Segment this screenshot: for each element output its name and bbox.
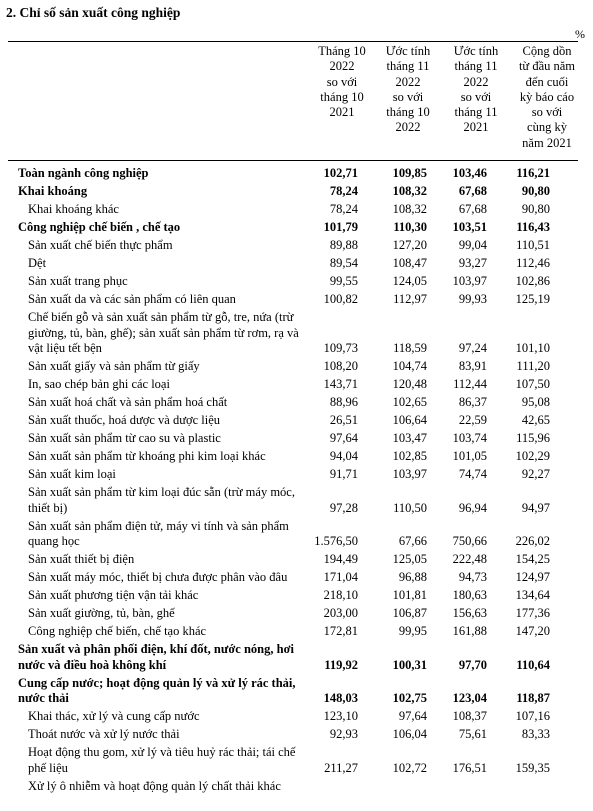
row-value-col1: 143,71 bbox=[323, 377, 358, 391]
row-value-col1: 89,88 bbox=[329, 238, 358, 252]
row-value-col3: 22,59 bbox=[458, 413, 487, 427]
row-value-col3: 103,97 bbox=[452, 274, 487, 288]
row-value-col3: 180,63 bbox=[452, 588, 487, 602]
row-value-col2: 99,95 bbox=[398, 624, 427, 638]
row-value-col4: 107,50 bbox=[515, 377, 550, 391]
row-value-col1: 97,28 bbox=[329, 500, 358, 515]
row-value-col1: 26,51 bbox=[329, 413, 358, 427]
row-value-col2: 102,85 bbox=[392, 449, 427, 463]
row-value-col1: 102,71 bbox=[323, 166, 358, 180]
table-row bbox=[0, 778, 593, 796]
row-value-col4: 90,80 bbox=[521, 184, 550, 198]
row-value-col2: 106,04 bbox=[392, 727, 427, 741]
row-value-col2: 97,64 bbox=[398, 709, 427, 723]
row-value-col4: 226,02 bbox=[515, 534, 550, 548]
row-value-col1: 88,96 bbox=[329, 395, 358, 409]
unit-label: % bbox=[575, 27, 585, 41]
table-row bbox=[0, 569, 593, 587]
row-label: In, sao chép bản ghi các loại bbox=[28, 377, 170, 391]
row-value-col4: 102,86 bbox=[515, 274, 550, 288]
column-header-4: Cộng dồn từ đầu năm đến cuối kỳ báo cáo so với cùng kỳ năm 2021 bbox=[518, 44, 576, 150]
row-label: Công nghiệp chế biến, chế tạo khác bbox=[28, 624, 207, 638]
row-value-col1: 100,82 bbox=[323, 292, 358, 306]
row-value-col3: 101,05 bbox=[452, 449, 487, 463]
row-value-col3: 97,24 bbox=[458, 341, 487, 355]
row-value-col3: 67,68 bbox=[458, 184, 487, 198]
row-value-col4: 112,46 bbox=[516, 256, 550, 270]
row-value-col3: 103,51 bbox=[452, 220, 487, 234]
header-top-rule bbox=[8, 41, 578, 42]
row-value-col3: 99,04 bbox=[458, 238, 487, 252]
row-label: Xử lý ô nhiễm và hoạt động quản lý chất thải khác bbox=[28, 778, 281, 793]
table-row bbox=[0, 744, 593, 778]
row-value-col1: 171,04 bbox=[323, 570, 358, 584]
row-value-col3: 97,70 bbox=[458, 657, 487, 672]
row-label: Sản xuất phương tiện vận tải khác bbox=[28, 588, 199, 602]
table-row bbox=[0, 551, 593, 569]
row-value-col2: 110,50 bbox=[393, 500, 427, 515]
table-row bbox=[0, 484, 593, 518]
row-label: Sản xuất sản phẩm từ khoáng phi kim loại khác bbox=[28, 449, 266, 463]
row-label: Sản xuất và phân phối điện, khí đốt, nước nóng, hơi nước và điều hoà không khí bbox=[18, 642, 294, 672]
table-row bbox=[0, 448, 593, 466]
row-value-col4: 154,25 bbox=[515, 552, 550, 566]
row-value-col1: 211,27 bbox=[324, 760, 358, 775]
row-value-col3: 108,37 bbox=[452, 709, 487, 723]
row-value-col2: 101,81 bbox=[392, 588, 427, 602]
row-value-col2: 127,20 bbox=[392, 238, 427, 252]
row-value-col1: 172,81 bbox=[323, 624, 358, 638]
row-value-col4: 90,80 bbox=[521, 202, 550, 216]
table-row bbox=[0, 412, 593, 430]
page-title: 2. Chỉ số sản xuất công nghiệp bbox=[6, 5, 181, 20]
row-value-col1: 119,92 bbox=[324, 657, 358, 672]
row-value-col1: 123,10 bbox=[323, 709, 358, 723]
row-label: Sản xuất da và các sản phẩm có liên quan bbox=[28, 292, 236, 306]
row-value-col2: 110,30 bbox=[393, 220, 427, 234]
row-value-col3: 156,63 bbox=[452, 606, 487, 620]
table-row bbox=[0, 165, 593, 183]
table-row bbox=[0, 641, 593, 675]
row-value-col4: 134,64 bbox=[515, 588, 550, 602]
row-value-col2: 124,05 bbox=[392, 274, 427, 288]
row-label: Sản xuất giường, tủ, bàn, ghế bbox=[28, 606, 175, 620]
column-header-1: Tháng 10 2022 so với tháng 10 2021 bbox=[318, 44, 366, 120]
row-value-col4: 42,65 bbox=[521, 413, 550, 427]
row-value-col2: 96,88 bbox=[398, 570, 427, 584]
row-label: Sản xuất sản phẩm từ kim loại đúc sẵn (trừ máy móc, thiết bị) bbox=[28, 485, 295, 515]
column-header-3: Ước tính tháng 11 2022 so với tháng 11 2021 bbox=[453, 44, 499, 135]
row-label: Hoạt động thu gom, xử lý và tiêu huỷ rác thải; tái chế phế liệu bbox=[28, 745, 296, 775]
row-value-col2: 112,97 bbox=[393, 292, 427, 306]
row-label: Chế biến gỗ và sản xuất sản phẩm từ gỗ, tre, nứa (trừ giường, tủ, bàn, ghế); sản xuất sản phẩm từ rơm, rạ và vật liệu tết bện bbox=[28, 310, 299, 355]
row-value-col3: 103,46 bbox=[452, 166, 487, 180]
row-value-col1: 97,64 bbox=[329, 431, 358, 445]
row-value-col4: 110,51 bbox=[516, 238, 550, 252]
table-row bbox=[0, 376, 593, 394]
table-row bbox=[0, 430, 593, 448]
table-row bbox=[0, 358, 593, 376]
row-value-col2: 103,47 bbox=[392, 431, 427, 445]
table-row bbox=[0, 466, 593, 484]
row-value-col4: 115,96 bbox=[516, 431, 550, 445]
table-row bbox=[0, 183, 593, 201]
row-value-col3: 75,61 bbox=[458, 727, 487, 741]
row-value-col2: 120,48 bbox=[392, 377, 427, 391]
row-value-col2: 100,31 bbox=[392, 657, 427, 672]
row-value-col4: 177,36 bbox=[515, 606, 550, 620]
row-value-col2: 106,64 bbox=[392, 413, 427, 427]
row-label: Sản xuất sản phẩm từ cao su và plastic bbox=[28, 431, 221, 445]
row-value-col1: 109,73 bbox=[323, 341, 358, 355]
row-label: Thoát nước và xử lý nước thải bbox=[28, 727, 180, 741]
row-value-col1: 78,24 bbox=[329, 202, 358, 216]
row-value-col4: 111,20 bbox=[516, 359, 550, 373]
row-value-col3: 123,04 bbox=[452, 691, 487, 705]
row-value-col1: 92,93 bbox=[329, 727, 358, 741]
row-label: Khai khoáng khác bbox=[28, 202, 119, 216]
row-value-col3: 750,66 bbox=[452, 534, 487, 548]
table-row bbox=[0, 255, 593, 273]
table-row bbox=[0, 587, 593, 605]
table-row bbox=[0, 201, 593, 219]
row-value-col4: 107,16 bbox=[515, 709, 550, 723]
row-value-col3: 112,44 bbox=[453, 377, 487, 391]
row-value-col2: 102,65 bbox=[392, 395, 427, 409]
row-label: Sản xuất kim loại bbox=[28, 467, 116, 481]
row-value-col4: 92,27 bbox=[521, 467, 550, 481]
column-header-2: Ước tính tháng 11 2022 so với tháng 10 2022 bbox=[385, 44, 431, 135]
row-value-col4: 116,43 bbox=[516, 220, 550, 234]
row-value-col2: 109,85 bbox=[392, 166, 427, 180]
row-label: Công nghiệp chế biến , chế tạo bbox=[18, 220, 181, 234]
row-value-col4: 94,97 bbox=[521, 500, 550, 515]
row-value-col2: 118,59 bbox=[393, 341, 427, 355]
row-value-col4: 125,19 bbox=[515, 292, 550, 306]
row-value-col1: 78,24 bbox=[329, 184, 358, 198]
row-value-col1: 194,49 bbox=[323, 552, 358, 566]
data-table bbox=[0, 165, 593, 796]
table-row bbox=[0, 623, 593, 641]
row-value-col2: 104,74 bbox=[392, 359, 427, 373]
row-value-col3: 93,27 bbox=[458, 256, 487, 270]
row-label: Sản xuất thiết bị điện bbox=[28, 552, 135, 566]
row-label: Sản xuất máy móc, thiết bị chưa được phân vào đâu bbox=[28, 570, 288, 584]
row-value-col3: 222,48 bbox=[452, 552, 487, 566]
row-value-col3: 74,74 bbox=[458, 467, 487, 481]
row-value-col4: 159,35 bbox=[515, 760, 550, 775]
row-value-col1: 91,71 bbox=[329, 467, 358, 481]
row-value-col4: 95,08 bbox=[521, 395, 550, 409]
row-label: Sản xuất sản phẩm điện tử, máy vi tính và sản phẩm quang học bbox=[28, 518, 289, 548]
table-row bbox=[0, 605, 593, 623]
row-value-col3: 83,91 bbox=[458, 359, 487, 373]
row-value-col2: 102,72 bbox=[392, 760, 427, 775]
row-value-col4: 83,33 bbox=[521, 727, 550, 741]
table-row bbox=[0, 237, 593, 255]
table-row bbox=[0, 273, 593, 291]
table-row bbox=[0, 394, 593, 412]
row-value-col1: 99,55 bbox=[329, 274, 358, 288]
row-value-col1: 94,04 bbox=[329, 449, 358, 463]
table-row bbox=[0, 518, 593, 552]
row-value-col3: 96,94 bbox=[458, 500, 487, 515]
row-value-col4: 147,20 bbox=[515, 624, 550, 638]
row-label: Sản xuất hoá chất và sản phẩm hoá chất bbox=[28, 395, 228, 409]
table-row bbox=[0, 708, 593, 726]
row-value-col3: 176,51 bbox=[452, 760, 487, 775]
table-row bbox=[0, 219, 593, 237]
row-value-col1: 218,10 bbox=[323, 588, 358, 602]
row-label: Cung cấp nước; hoạt động quản lý và xử lý rác thải, nước thải bbox=[18, 675, 296, 705]
row-value-col1: 101,79 bbox=[323, 220, 358, 234]
row-value-col3: 67,68 bbox=[458, 202, 487, 216]
row-label: Sản xuất chế biến thực phẩm bbox=[28, 238, 173, 252]
row-value-col3: 161,88 bbox=[452, 624, 487, 638]
row-value-col2: 106,87 bbox=[392, 606, 427, 620]
row-value-col2: 67,66 bbox=[398, 534, 427, 548]
row-value-col2: 108,47 bbox=[392, 256, 427, 270]
row-value-col3: 86,37 bbox=[458, 395, 487, 409]
row-value-col3: 94,73 bbox=[458, 570, 487, 584]
row-value-col4: 116,21 bbox=[516, 166, 550, 180]
row-value-col1: 203,00 bbox=[323, 606, 358, 620]
row-label: Dệt bbox=[28, 256, 47, 270]
row-label: Sản xuất thuốc, hoá dược và dược liệu bbox=[28, 413, 220, 427]
table-row bbox=[0, 309, 593, 358]
row-value-col4: 124,97 bbox=[515, 570, 550, 584]
row-value-col1: 89,54 bbox=[329, 256, 358, 270]
table-row bbox=[0, 291, 593, 309]
row-value-col2: 108,32 bbox=[392, 184, 427, 198]
row-value-col4: 110,64 bbox=[516, 657, 550, 672]
row-value-col1: 108,20 bbox=[323, 359, 358, 373]
table-row bbox=[0, 726, 593, 744]
row-value-col3: 103,74 bbox=[452, 431, 487, 445]
row-value-col1: 148,03 bbox=[323, 691, 358, 705]
header-bottom-rule bbox=[8, 160, 578, 161]
row-value-col2: 103,97 bbox=[392, 467, 427, 481]
row-label: Khai thác, xử lý và cung cấp nước bbox=[28, 709, 200, 723]
row-value-col2: 125,05 bbox=[392, 552, 427, 566]
row-value-col4: 102,29 bbox=[515, 449, 550, 463]
row-value-col2: 102,75 bbox=[392, 691, 427, 705]
row-value-col3: 99,93 bbox=[458, 292, 487, 306]
row-value-col4: 118,87 bbox=[516, 691, 550, 705]
row-value-col1: 1.576,50 bbox=[314, 534, 358, 548]
row-label: Toàn ngành công nghiệp bbox=[18, 166, 149, 180]
row-value-col2: 108,32 bbox=[392, 202, 427, 216]
row-label: Sản xuất trang phục bbox=[28, 274, 128, 288]
row-label: Sản xuất giấy và sản phẩm từ giấy bbox=[28, 359, 200, 373]
row-value-col4: 101,10 bbox=[515, 341, 550, 355]
table-row bbox=[0, 675, 593, 709]
row-label: Khai khoáng bbox=[18, 184, 88, 198]
